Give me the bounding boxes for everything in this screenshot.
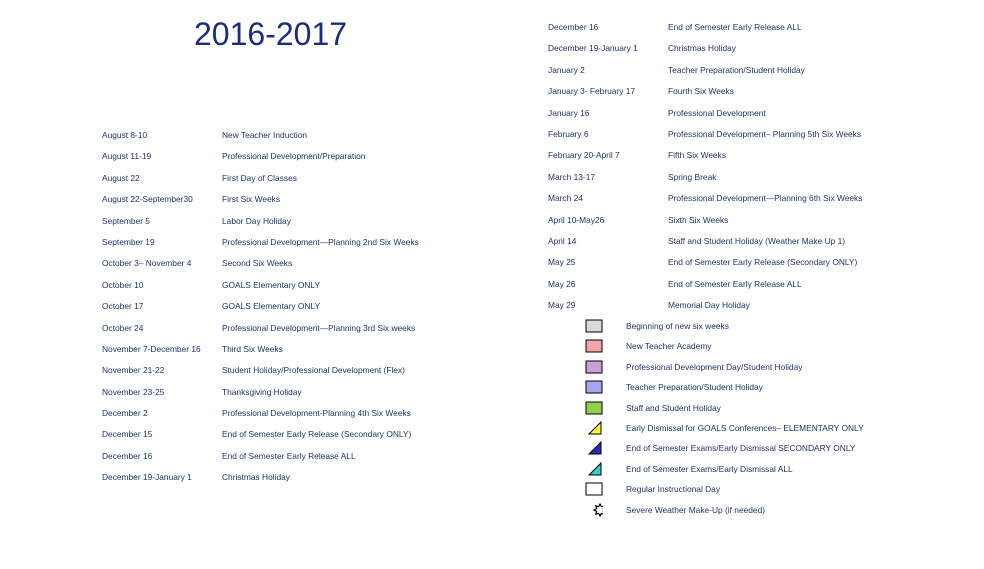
event-description: First Six Weeks xyxy=(222,194,281,205)
event-description: Sixth Six Weeks xyxy=(668,214,729,225)
event-date: April 10-May26 xyxy=(548,214,605,225)
legend-label: End of Semester Exams/Early Dismissal SECONDARY ONLY xyxy=(626,443,856,454)
event-date: May 25 xyxy=(548,257,576,268)
event-date: January 2 xyxy=(548,64,585,75)
event-date: February 6 xyxy=(548,128,589,139)
event-description: GOALS Elementary ONLY xyxy=(222,279,321,290)
legend-label: Staff and Student Holiday xyxy=(626,402,721,413)
event-date: October 3– November 4 xyxy=(102,258,192,269)
event-date: November 21-22 xyxy=(102,365,165,376)
legend-label: Early Dismissal for GOALS Conferences– ELEMENTARY ONLY xyxy=(626,422,864,433)
event-description: End of Semester Early Release ALL xyxy=(668,22,802,32)
legend-label: Beginning of new six weeks xyxy=(626,321,729,331)
event-date: April 14 xyxy=(548,235,577,246)
legend-symbol-shape xyxy=(586,402,602,414)
event-description: Professional Development/Preparation xyxy=(222,151,366,162)
event-date: February 20-April 7 xyxy=(548,150,620,161)
legend-label: End of Semester Exams/Early Dismissal ALL xyxy=(626,463,793,474)
legend-triangle-icon xyxy=(585,421,603,435)
legend-swatch-icon xyxy=(585,380,603,394)
event-date: August 22-September30 xyxy=(102,194,193,205)
event-description: End of Semester Early Release ALL xyxy=(222,450,356,461)
event-date: November 23-25 xyxy=(102,386,165,397)
legend-symbol-shape xyxy=(589,463,601,475)
legend-symbol-shape xyxy=(586,320,602,332)
calendar-title: 2016-2017 xyxy=(194,16,348,52)
event-description: Fourth Six Weeks xyxy=(668,86,734,97)
event-description: Professional Development– Planning 5th Six Weeks xyxy=(668,128,862,139)
event-description: New Teacher Induction xyxy=(222,130,308,140)
event-date: December 15 xyxy=(102,429,153,440)
legend-label: Teacher Preparation/Student Holiday xyxy=(626,382,763,393)
event-date: August 11-19 xyxy=(102,151,152,162)
event-date: January 16 xyxy=(548,107,590,118)
event-date: October 10 xyxy=(102,279,144,290)
event-date: September 19 xyxy=(102,236,155,247)
event-description: Professional Development-Planning 4th Six Weeks xyxy=(222,408,411,419)
legend-label: Regular Instructional Day xyxy=(626,484,721,495)
legend-swatch-icon xyxy=(585,482,603,496)
event-date: March 13-17 xyxy=(548,171,596,182)
legend-swatch-icon xyxy=(585,339,603,353)
event-description: Professional Development—Planning 2nd Six Weeks xyxy=(222,236,419,247)
legend-label: Severe Weather Make-Up (if needed) xyxy=(626,504,766,515)
event-date: December 2 xyxy=(102,408,148,419)
event-date: October 17 xyxy=(102,301,144,312)
legend-label: Professional Development Day/Student Holiday xyxy=(626,361,803,372)
event-description: Christmas Holiday xyxy=(668,43,736,54)
starburst-icon xyxy=(585,503,603,517)
event-date: March 24 xyxy=(548,193,583,204)
event-description: Memorial Day Holiday xyxy=(668,300,750,311)
event-description: Professional Development xyxy=(668,107,766,118)
event-description: Fifth Six Weeks xyxy=(668,150,727,161)
legend-symbol-shape xyxy=(586,381,602,393)
event-date: November 7-December 16 xyxy=(102,343,201,354)
event-date: December 19-January 1 xyxy=(548,43,638,54)
event-description: Labor Day Holiday xyxy=(222,215,291,226)
event-description: First Day of Classes xyxy=(222,172,297,183)
legend-swatch-icon xyxy=(585,319,603,333)
legend-symbol-shape xyxy=(589,422,601,434)
event-date: December 16 xyxy=(102,450,153,461)
event-description: Third Six Weeks xyxy=(222,343,283,354)
legend-symbol-shape xyxy=(594,504,603,516)
event-description: Christmas Holiday xyxy=(222,472,290,483)
event-date: August 8-10 xyxy=(102,130,148,140)
event-date: August 22 xyxy=(102,172,140,183)
event-date: May 29 xyxy=(548,300,576,311)
legend-symbol-shape xyxy=(586,361,602,373)
event-description: GOALS Elementary ONLY xyxy=(222,301,321,312)
event-description: End of Semester Early Release (Secondary ONLY) xyxy=(222,429,412,440)
legend-swatch-icon xyxy=(585,360,603,374)
legend-symbol-shape xyxy=(586,340,602,352)
event-description: Professional Development—Planning 3rd Six weeks xyxy=(222,322,416,333)
legend-swatch-icon xyxy=(585,401,603,415)
legend-triangle-icon xyxy=(585,441,603,455)
event-description: Teacher Preparation/Student Holiday xyxy=(668,64,805,75)
event-description: Second Six Weeks xyxy=(222,258,293,269)
legend-symbol-shape xyxy=(586,483,602,495)
event-description: Professional Development—Planning 6th Six Weeks xyxy=(668,193,863,204)
event-date: December 16 xyxy=(548,22,599,32)
legend-symbol-shape xyxy=(589,442,601,454)
event-description: Staff and Student Holiday (Weather Make Up 1) xyxy=(668,235,846,246)
event-description: Spring Break xyxy=(668,171,717,182)
event-description: End of Semester Early Release ALL xyxy=(668,278,802,289)
event-date: May 26 xyxy=(548,278,576,289)
event-description: Student Holiday/Professional Development (Flex) xyxy=(222,365,405,376)
event-date: September 5 xyxy=(102,215,150,226)
event-date: December 19-January 1 xyxy=(102,472,192,483)
event-date: January 3- February 17 xyxy=(548,86,636,97)
event-description: Thanksgiving Holiday xyxy=(222,386,302,397)
legend-triangle-icon xyxy=(585,462,603,476)
event-date: October 24 xyxy=(102,322,144,333)
legend-label: New Teacher Academy xyxy=(626,341,712,352)
event-description: End of Semester Early Release (Secondary ONLY) xyxy=(668,257,858,268)
